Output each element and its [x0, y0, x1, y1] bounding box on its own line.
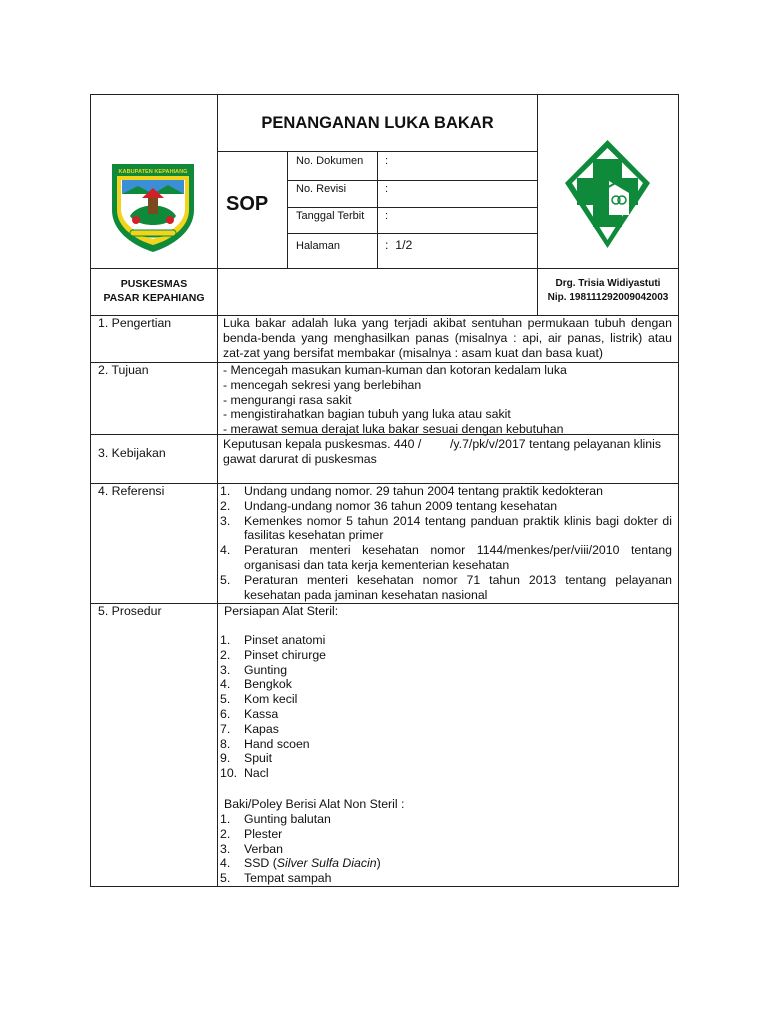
- section-label-prosedur: 5. Prosedur: [98, 604, 162, 618]
- item-number: 5.: [220, 871, 231, 886]
- steril-item: [220, 737, 520, 752]
- item-text: Verban: [244, 841, 283, 856]
- item-text: Hand scoen: [244, 736, 310, 751]
- item-text: Kom kecil: [244, 692, 298, 707]
- item-text-prefix: SSD (: [244, 856, 277, 871]
- field-value-halaman: : 1/2: [385, 238, 413, 252]
- item-number: 1.: [220, 812, 231, 826]
- steril-item: [220, 633, 520, 648]
- item-text: Peraturan menteri kesehatan nomor 71 tahun 2013 tentang pelayanan kesehatan pada jaminan kesehatan nasional: [244, 572, 672, 602]
- item-number: 3.: [220, 841, 231, 856]
- field-value-tanggal-terbit: :: [385, 210, 389, 222]
- field-label-no-dokumen: No. Dokumen: [296, 155, 364, 167]
- item-number: 8.: [220, 736, 231, 751]
- tujuan-item: - mengurangi rasa sakit: [223, 392, 352, 407]
- sop-label: SOP: [226, 193, 269, 215]
- item-number: 2.: [220, 647, 231, 662]
- referensi-item: [220, 573, 672, 603]
- item-text-italic: Silver Sulfa Diacin: [276, 856, 377, 871]
- nonsteril-item: [220, 842, 520, 857]
- section-label-tujuan: 2. Tujuan: [98, 363, 149, 377]
- steril-title: Persiapan Alat Steril:: [224, 604, 339, 618]
- item-text: Peraturan menteri kesehatan nomor 1144/menkes/per/viii/2010 tentang organisasi dan tata kerja kementerian kesehatan: [244, 543, 672, 572]
- section-label-referensi: 4. Referensi: [98, 484, 165, 498]
- tujuan-item: - Mencegah masukan kuman-kuman dan kotoran kedalam luka: [223, 363, 567, 377]
- nonsteril-list: [220, 812, 520, 886]
- item-text-suffix: ): [376, 856, 381, 871]
- divider-header-bottom: [90, 268, 679, 269]
- divider-body-col: [217, 315, 218, 886]
- item-number: 4.: [220, 677, 231, 692]
- section-label-kebijakan: 3. Kebijakan: [98, 446, 166, 460]
- svg-text:KABUPATEN KEPAHIANG: KABUPATEN KEPAHIANG: [118, 169, 188, 175]
- kebijakan-text-b: /y.7/pk/v/2017 tentang pelayanan klinis: [450, 437, 662, 451]
- field-label-no-revisi: No. Revisi: [296, 183, 347, 195]
- nonsteril-title: Baki/Poley Berisi Alat Non Steril :: [224, 797, 405, 811]
- steril-item: [220, 692, 520, 707]
- table-border-top: [90, 94, 679, 95]
- steril-item: [220, 766, 520, 781]
- item-number: 4.: [220, 543, 231, 558]
- kabupaten-kepahiang-logo: [108, 158, 198, 254]
- tujuan-item: - merawat semua derajat luka bakar sesuai dengan kebutuhan: [223, 422, 564, 437]
- referensi-item: [220, 499, 672, 514]
- item-number: 3.: [220, 662, 231, 677]
- field-value-no-dokumen: :: [385, 155, 389, 167]
- steril-list: [220, 633, 520, 781]
- item-number: 1.: [220, 484, 231, 498]
- steril-item: [220, 677, 520, 692]
- divider-field-3: [287, 233, 538, 234]
- field-label-halaman: Halaman: [296, 240, 341, 252]
- nonsteril-item: [220, 827, 520, 842]
- tujuan-item: - mencegah sekresi yang berlebihan: [223, 377, 422, 392]
- item-number: 9.: [220, 751, 231, 766]
- document-title: PENANGANAN LUKA BAKAR: [261, 114, 494, 132]
- nonsteril-item: [220, 812, 520, 827]
- table-border-right: [678, 94, 679, 887]
- divider-field-2: [287, 207, 538, 208]
- steril-item: [220, 663, 520, 678]
- tujuan-item: - mengistirahatkan bagian tubuh yang luka atau sakit: [223, 407, 511, 422]
- steril-item: [220, 751, 520, 766]
- item-text: Undang undang nomor. 29 tahun 2004 tentang praktik kedokteran: [244, 484, 603, 498]
- divider-title: [217, 151, 538, 152]
- item-number: 6.: [220, 706, 231, 721]
- table-border-left: [90, 94, 91, 887]
- org-name-line1: PUSKESMAS: [120, 278, 188, 290]
- org-name-line2: PASAR KEPAHIANG: [103, 292, 205, 304]
- item-number: 10.: [220, 766, 238, 781]
- item-text: Plester: [244, 826, 283, 841]
- kebijakan-text-a: Keputusan kepala puskesmas. 440 /: [223, 437, 422, 451]
- signer-nip: Nip. 198111292009042003: [547, 292, 669, 303]
- steril-item: [220, 707, 520, 722]
- pengertian-text: Luka bakar adalah luka yang terjadi akibat sentuhan permukaan tubuh dengan benda-benda yang menghasilkan panas (misalnya : api, air panas, listrik) atau zat-zat yang bersifat membakar (misalnya : asam kuat dan basa kuat): [223, 316, 672, 360]
- steril-item: [220, 648, 520, 663]
- referensi-item: [220, 514, 672, 544]
- item-text: Nacl: [244, 766, 269, 781]
- item-text: Gunting balutan: [244, 812, 331, 826]
- nonsteril-item: [220, 856, 520, 871]
- item-number: 2.: [220, 498, 231, 513]
- item-text: Pinset anatomi: [244, 633, 326, 647]
- divider-fields: [377, 151, 378, 268]
- item-number: 3.: [220, 513, 231, 528]
- tujuan-list: [223, 363, 672, 437]
- kebijakan-text-c: gawat darurat di puskesmas: [223, 452, 377, 466]
- item-number: 5.: [220, 692, 231, 707]
- item-number: 7.: [220, 721, 231, 736]
- referensi-item: [220, 484, 672, 499]
- signer-name: Drg. Trisia Widiyastuti: [555, 278, 661, 289]
- item-number: 1.: [220, 633, 231, 647]
- item-text: Spuit: [244, 751, 273, 766]
- section-label-pengertian: 1. Pengertian: [98, 316, 172, 330]
- referensi-list: [220, 484, 672, 602]
- item-number: 4.: [220, 856, 231, 871]
- item-text: Tempat sampah: [244, 871, 332, 886]
- item-text: Kassa: [244, 706, 279, 721]
- item-text: Pinset chirurge: [244, 647, 327, 662]
- item-text: Kapas: [244, 721, 279, 736]
- puskesmas-logo: [561, 137, 654, 253]
- divider-field-1: [287, 180, 538, 181]
- item-text: [244, 856, 520, 871]
- item-number: 5.: [220, 572, 231, 587]
- divider-sop: [287, 151, 288, 268]
- item-text: Kemenkes nomor 5 tahun 2014 tentang panduan praktik klinis bagi dokter di fasilitas kesehatan primer: [244, 513, 672, 543]
- nonsteril-item: [220, 871, 520, 886]
- steril-item: [220, 722, 520, 737]
- referensi-item: [220, 543, 672, 573]
- item-text: Undang-undang nomor 36 tahun 2009 tentang kesehatan: [244, 498, 558, 513]
- item-number: 2.: [220, 826, 231, 841]
- field-value-no-revisi: :: [385, 183, 389, 195]
- field-label-tanggal-terbit: Tanggal Terbit: [296, 210, 365, 222]
- item-text: Gunting: [244, 662, 288, 677]
- table-border-bottom: [90, 886, 679, 887]
- item-text: Bengkok: [244, 677, 292, 692]
- divider-row-4: [90, 603, 679, 604]
